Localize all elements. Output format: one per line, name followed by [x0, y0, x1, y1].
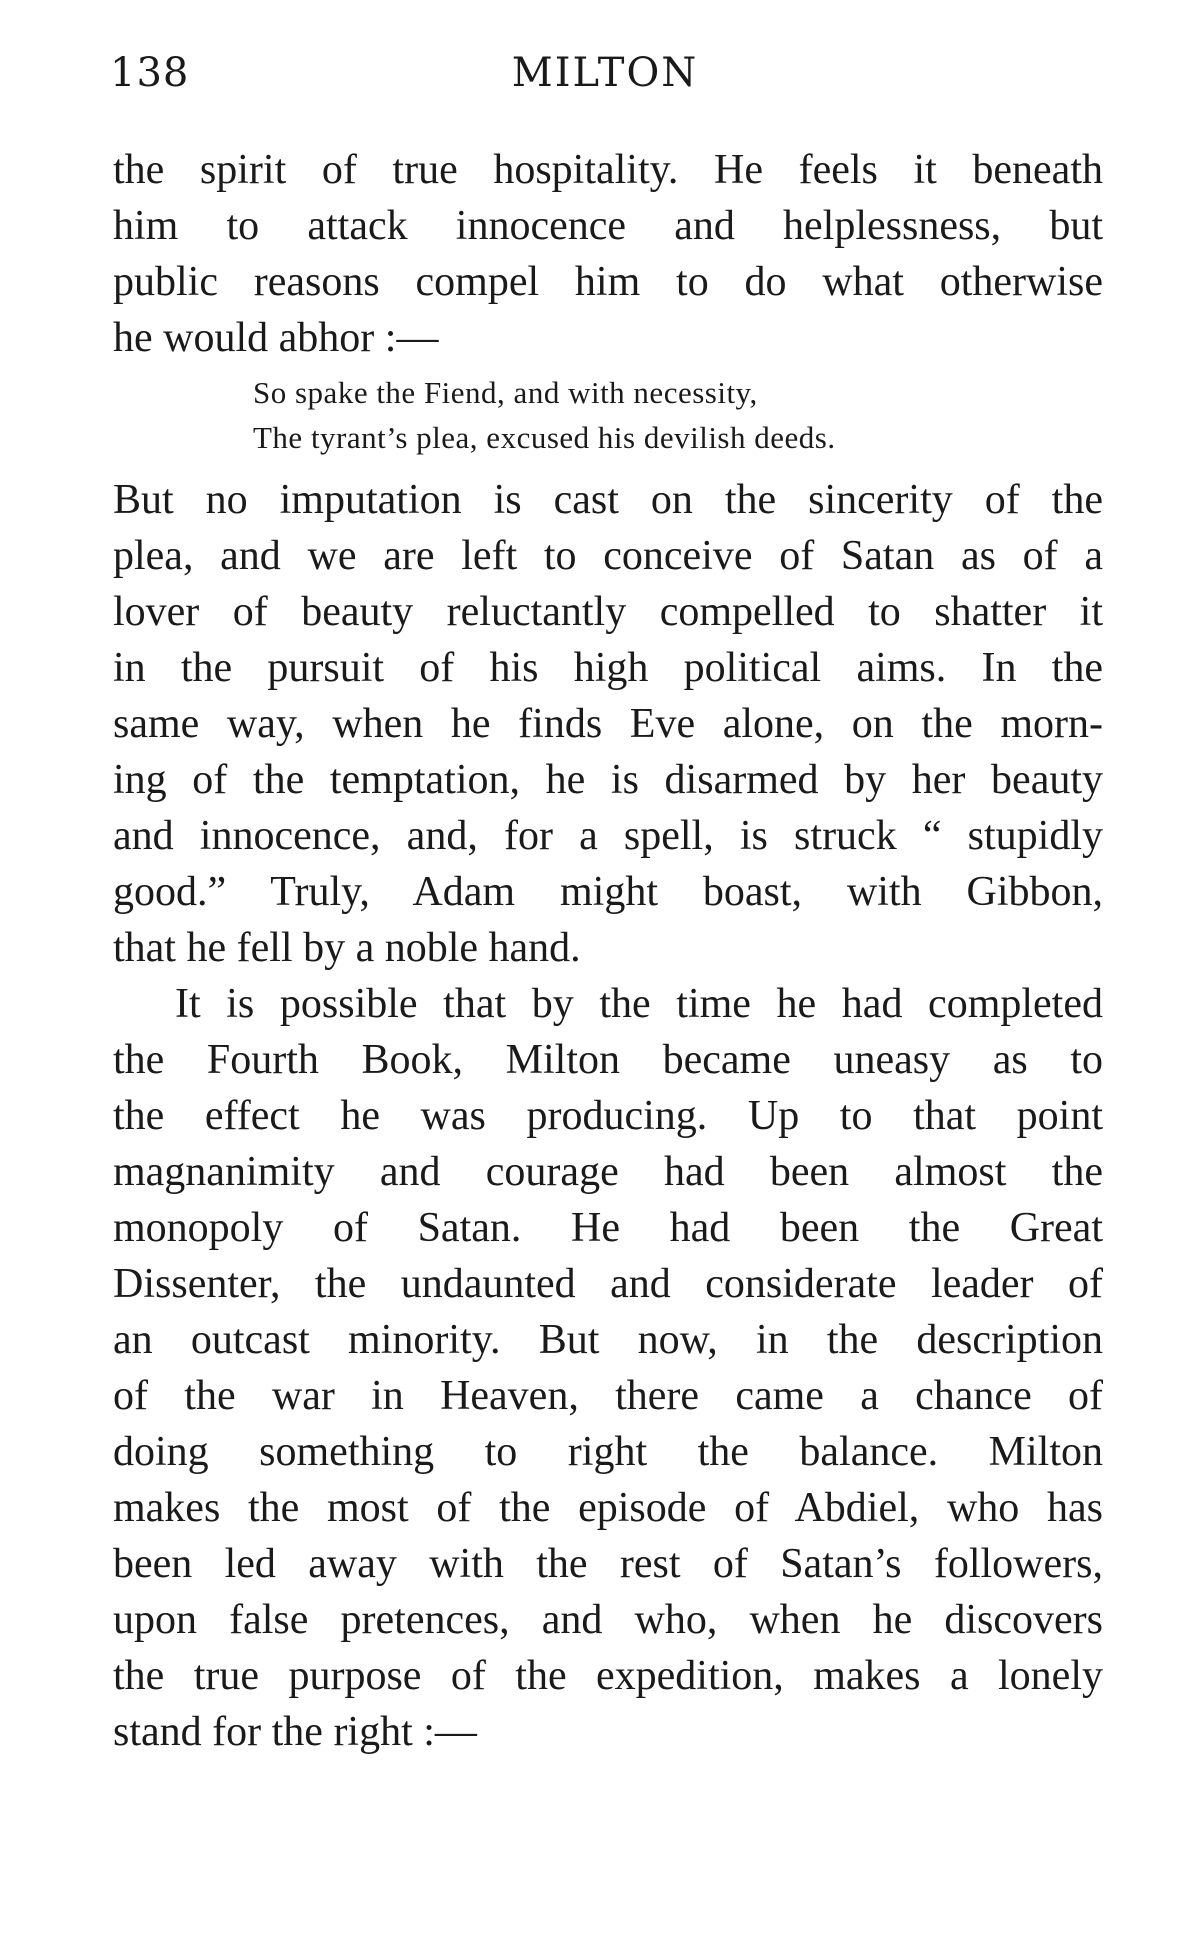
text-line: him to attack innocence and helplessness, but	[113, 203, 1103, 249]
text-line: makes the most of the episode of Abdiel, who has	[113, 1485, 1103, 1531]
running-title: MILTON	[511, 50, 699, 96]
text-line: plea, and we are left to conceive of Satan as of a	[113, 533, 1103, 579]
text-line: the true purpose of the expedition, makes a lonely	[113, 1653, 1103, 1699]
verse-line: The tyrant’s plea, excused his devilish deeds.	[253, 420, 836, 455]
text-line: public reasons compel him to do what otherwise	[113, 259, 1103, 305]
text-line: an outcast minority. But now, in the description	[113, 1317, 1103, 1363]
text-line: lover of beauty reluctantly compelled to shatter it	[113, 589, 1103, 635]
text-line: good.” Truly, Adam might boast, with Gibbon,	[113, 869, 1103, 915]
text-line: Dissenter, the undaunted and considerate leader of	[113, 1261, 1103, 1307]
text-line: the Fourth Book, Milton became uneasy as to	[113, 1037, 1103, 1083]
verse-line: So spake the Fiend, and with necessity,	[253, 375, 758, 410]
text-line: ing of the temptation, he is disarmed by her beauty	[113, 757, 1103, 803]
text-line: magnanimity and courage had been almost the	[113, 1149, 1103, 1195]
text-line: been led away with the rest of Satan’s followers,	[113, 1541, 1103, 1587]
paragraph	[113, 142, 1103, 366]
text-line: It is possible that by the time he had completed	[175, 981, 1103, 1027]
page-number: 138	[110, 50, 190, 96]
text-line: monopoly of Satan. He had been the Great	[113, 1205, 1103, 1251]
verse-quotation	[253, 366, 1103, 472]
text-line: in the pursuit of his high political aims. In the	[113, 645, 1103, 691]
text-line: the spirit of true hospitality. He feels it beneath	[113, 147, 1103, 193]
text-line: he would abhor :—	[113, 315, 439, 361]
body-text	[113, 142, 1103, 1760]
text-line: of the war in Heaven, there came a chance of	[113, 1373, 1103, 1419]
running-head	[110, 50, 1100, 110]
text-line: same way, when he finds Eve alone, on the morn-	[113, 701, 1103, 747]
text-line: upon false pretences, and who, when he discovers	[113, 1597, 1103, 1643]
text-line: stand for the right :—	[113, 1709, 477, 1755]
text-line: But no imputation is cast on the sincerity of the	[113, 477, 1103, 523]
paragraph	[113, 976, 1103, 1760]
text-line: doing something to right the balance. Milton	[113, 1429, 1103, 1475]
text-line: the effect he was producing. Up to that point	[113, 1093, 1103, 1139]
text-line: that he fell by a noble hand.	[113, 925, 581, 971]
text-line: and innocence, and, for a spell, is struck “ stupidly	[113, 813, 1103, 859]
paragraph	[113, 472, 1103, 976]
